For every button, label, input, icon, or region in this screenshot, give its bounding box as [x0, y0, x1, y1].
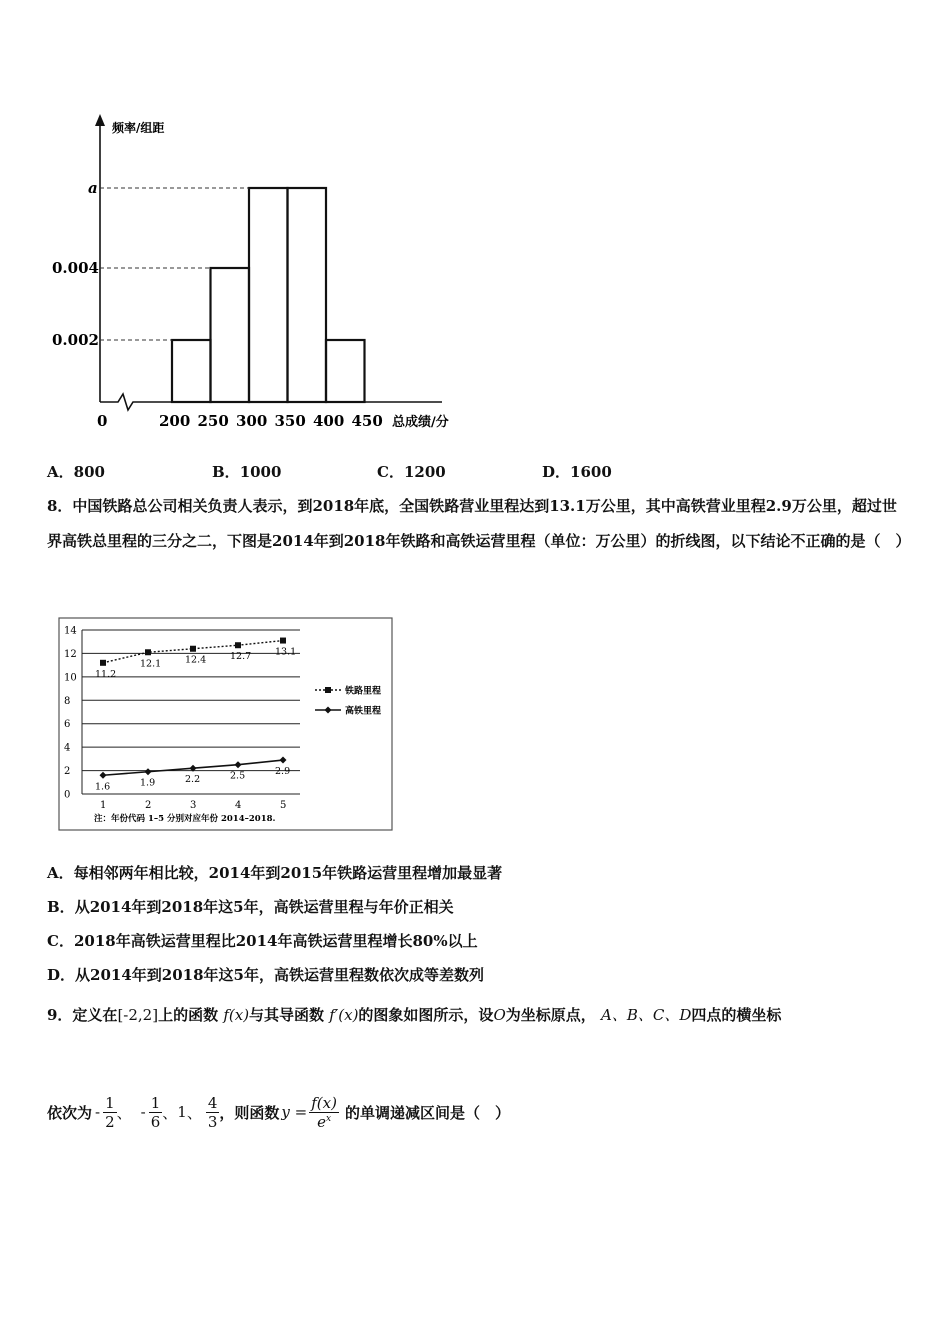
q8-option-c[interactable]: C．2018年高铁运营里程比2014年高铁运营里程增长80%以上 [47, 932, 478, 950]
q8-option-d[interactable]: D．从2014年到2018年这5年，高铁运营里程数依次成等差数列 [47, 966, 484, 984]
line-chart [58, 617, 394, 833]
lc-data-label: 11.2 [95, 668, 117, 680]
q7-option-c[interactable]: C．1200 [377, 463, 446, 481]
lc-ytick-label: 6 [64, 719, 71, 731]
lc-ytick-label: 12 [64, 648, 77, 660]
lc-ytick-label: 8 [64, 695, 71, 707]
hist-bar [172, 340, 211, 402]
hist-ytick-label: 0.004 [52, 259, 99, 277]
hist-xtick-label: 300 [236, 412, 268, 430]
lc-xtick-label: 2 [145, 800, 152, 811]
hist-xtick-label: 450 [351, 412, 383, 430]
x-axis-label: 总成绩/分 [392, 415, 449, 430]
hist-bar [326, 340, 365, 402]
lc-ytick-label: 14 [64, 625, 77, 637]
lc-ytick-label: 4 [64, 742, 71, 754]
lc-data-label: 1.9 [140, 777, 156, 789]
q9-f: f(x) [223, 1006, 250, 1024]
line-chart-note: 注：年份代码 1–5 分别对应年份 2014–2018. [94, 814, 276, 824]
y-axis-arrow [95, 114, 105, 126]
lc-xtick-label: 4 [235, 800, 242, 811]
y-axis-label: 频率/组距 [112, 121, 165, 135]
hist-xtick-label: 200 [159, 412, 191, 430]
lc-point [235, 642, 241, 648]
lc-ytick-label: 0 [64, 789, 71, 801]
lc-point [145, 649, 151, 655]
lc-legend-label: 铁路里程 [345, 686, 382, 697]
q9-fprime: f′(x) [329, 1006, 359, 1024]
hist-bar [211, 268, 250, 402]
histogram-chart [40, 110, 470, 440]
hist-ytick-label: 0.002 [52, 331, 99, 349]
q7-option-a[interactable]: A．800 [47, 463, 105, 481]
lc-data-label: 12.7 [230, 651, 252, 663]
lc-data-label: 1.6 [95, 781, 111, 793]
q8-stem: 8．中国铁路总公司相关负责人表示，到2018年底，全国铁路营业里程达到13.1万公里，其中高铁营业里程2.9万公里，超过世界高铁总里程的三分之二，下图是2014年到2018年铁路和高铁运营里程（单位：万公里）的折线图，以下结论不正确的是（ ） [47, 497, 911, 550]
origin-label: 0 [97, 412, 108, 430]
lc-data-label: 13.1 [275, 646, 297, 658]
q8-option-b[interactable]: B．从2014年到2018年这5年，高铁运营里程与年价正相关 [47, 898, 454, 916]
lc-data-label: 2.2 [185, 774, 201, 786]
q9-frac-func: $\frac{f(x)}{e^x}$ [311, 1093, 337, 1131]
lc-data-label: 12.4 [185, 654, 207, 666]
lc-point [100, 660, 106, 666]
lc-legend-marker [325, 687, 331, 693]
lc-point [190, 646, 196, 652]
lc-xtick-label: 1 [100, 800, 107, 811]
q7-option-d[interactable]: D．1600 [542, 463, 612, 481]
lc-legend-label: 高铁里程 [345, 706, 382, 717]
hist-bar [288, 188, 327, 402]
q9-frac-1: $\frac{1}{2}$ [105, 1093, 115, 1131]
lc-ytick-label: 10 [64, 672, 77, 684]
hist-ytick-label: a [88, 179, 98, 197]
hist-xtick-label: 350 [274, 412, 306, 430]
lc-data-label: 2.5 [230, 770, 246, 782]
lc-xtick-label: 5 [280, 800, 287, 811]
q7-option-b[interactable]: B．1000 [212, 463, 282, 481]
q8-option-a[interactable]: A．每相邻两年相比较，2014年到2015年铁路运营里程增加最显著 [47, 864, 503, 882]
lc-point [280, 638, 286, 644]
lc-data-label: 12.1 [140, 658, 162, 670]
hist-xtick-label: 250 [197, 412, 229, 430]
lc-xtick-label: 3 [190, 800, 197, 811]
q9-line-2: 依次为 - $\frac{1}{2}$ 、 - $\frac{1}{6}$ 、 1 、 $\frac{4}{3}$ ，则函数 y = $\frac{f(x)}{e^x}$ 的单调递减区间是（ ） [47, 1093, 510, 1131]
q9-frac-4: $\frac{4}{3}$ [207, 1093, 218, 1131]
lc-ytick-label: 2 [64, 766, 71, 778]
q9-line-1: 9．定义在[-2,2]上的函数 f(x)与其导函数 f′(x)的图象如图所示，设O为坐标原点， A、B、C、D四点的横坐标 [47, 1006, 782, 1024]
hist-bar [249, 188, 288, 402]
hist-xtick-label: 400 [313, 412, 345, 430]
lc-data-label: 2.9 [275, 766, 291, 778]
q9-interval: [-2,2] [117, 1006, 159, 1024]
q9-frac-2: $\frac{1}{6}$ [150, 1093, 161, 1131]
